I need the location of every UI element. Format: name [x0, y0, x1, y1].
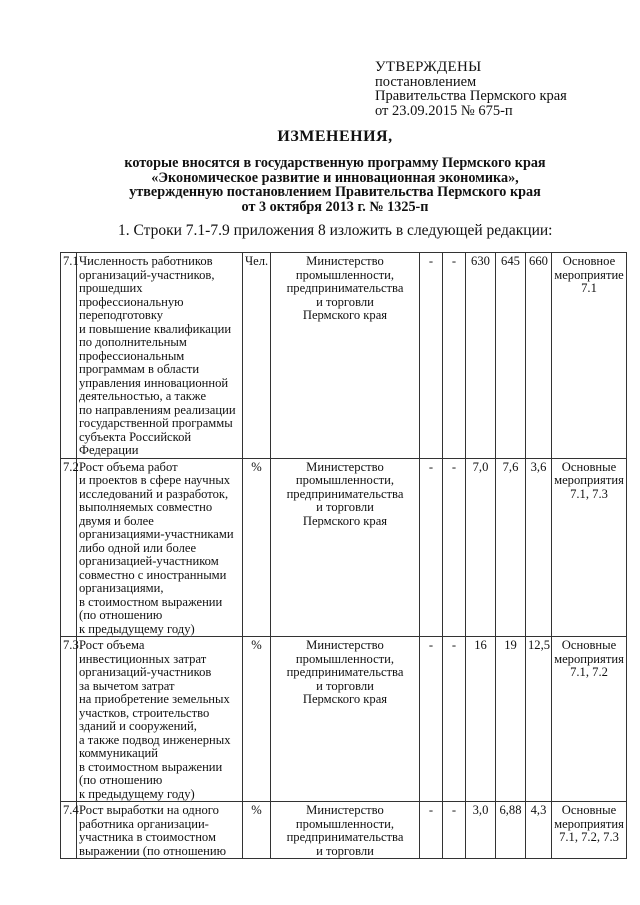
events-cell: Основное мероприятие 7.1 [552, 253, 627, 459]
value-cell: 630 [466, 253, 496, 459]
row-number: 7.3 [61, 637, 77, 802]
approval-line: постановлением [375, 73, 477, 90]
table-row [61, 637, 627, 802]
value-cell: - [443, 637, 466, 802]
events-cell: Основные мероприятия 7.1, 7.3 [552, 458, 627, 637]
indicator-text: Численность работников организаций-участников, прошедших профессиональную переподготовку и повышение квалификации по дополнительным профессиональным программам в области управления инновационной деятельностью, а также по направлениям реализации государственной программы субъекта Российской Федерации [77, 253, 243, 459]
unit-cell: % [243, 458, 271, 637]
heading-line: от 3 октября 2013 г. № 1325-п [241, 198, 429, 215]
value-cell: 3,6 [526, 458, 552, 637]
value-cell: - [443, 802, 466, 859]
table-row [61, 253, 627, 459]
unit-cell: % [243, 802, 271, 859]
value-cell: - [443, 253, 466, 459]
unit-cell: Чел. [243, 253, 271, 459]
events-cell: Основные мероприятия 7.1, 7.2, 7.3 [552, 802, 627, 859]
heading-line: «Экономическое развитие и инновационная экономика», [151, 169, 519, 186]
value-cell: - [420, 458, 443, 637]
table-row [61, 458, 627, 637]
value-cell: 19 [496, 637, 526, 802]
approval-stamp [375, 60, 567, 118]
indicator-text: Рост объема работ и проектов в сфере научных исследований и разработок, выполняемых совместно двумя и более организациями-участниками либо одной или более организацией-участником совместно с иностранными организациями, в стоимостном выражении (по отношению к предыдущему году) [77, 458, 243, 637]
row-number: 7.1 [61, 253, 77, 459]
indicator-text: Рост выработки на одного работника организации- участника в стоимостном выражении (по отношению [77, 802, 243, 859]
row-number: 7.4 [61, 802, 77, 859]
value-cell: - [420, 253, 443, 459]
unit-cell: % [243, 637, 271, 802]
indicator-text: Рост объема инвестиционных затрат организаций-участников за вычетом затрат на приобретение земельных участков, строительство зданий и сооружений, а также подвод инженерных коммуникаций в стоимостном выражении (по отношению к предыдущему году) [77, 637, 243, 802]
intro-paragraph: 1. Строки 7.1-7.9 приложения 8 изложить в следующей редакции: [118, 222, 553, 239]
approval-line: Правительства Пермского края [375, 88, 567, 104]
value-cell: 7,0 [466, 458, 496, 637]
value-cell: 660 [526, 253, 552, 459]
value-cell: 3,0 [466, 802, 496, 859]
page-title: ИЗМЕНЕНИЯ, [277, 128, 393, 145]
ministry-cell: Министерство промышленности, предпринимательства и торговли [271, 802, 420, 859]
row-number: 7.2 [61, 458, 77, 637]
approval-title: УТВЕРЖДЕНЫ [375, 59, 482, 75]
ministry-cell: Министерство промышленности, предпринимательства и торговли Пермского края [271, 253, 420, 459]
value-cell: - [420, 802, 443, 859]
value-cell: - [420, 637, 443, 802]
value-cell: 645 [496, 253, 526, 459]
heading-line: утвержденную постановлением Правительства Пермского края [129, 184, 541, 200]
value-cell: 4,3 [526, 802, 552, 859]
table-row [61, 802, 627, 859]
value-cell: - [443, 458, 466, 637]
value-cell: 7,6 [496, 458, 526, 637]
value-cell: 16 [466, 637, 496, 802]
ministry-cell: Министерство промышленности, предпринимательства и торговли Пермского края [271, 637, 420, 802]
value-cell: 6,88 [496, 802, 526, 859]
heading-line: которые вносятся в государственную программу Пермского края [124, 155, 546, 171]
value-cell: 12,5 [526, 637, 552, 802]
indicators-table [60, 252, 627, 859]
events-cell: Основные мероприятия 7.1, 7.2 [552, 637, 627, 802]
ministry-cell: Министерство промышленности, предпринимательства и торговли Пермского края [271, 458, 420, 637]
document-heading [100, 128, 570, 214]
approval-date: от 23.09.2015 № 675-п [375, 102, 513, 119]
